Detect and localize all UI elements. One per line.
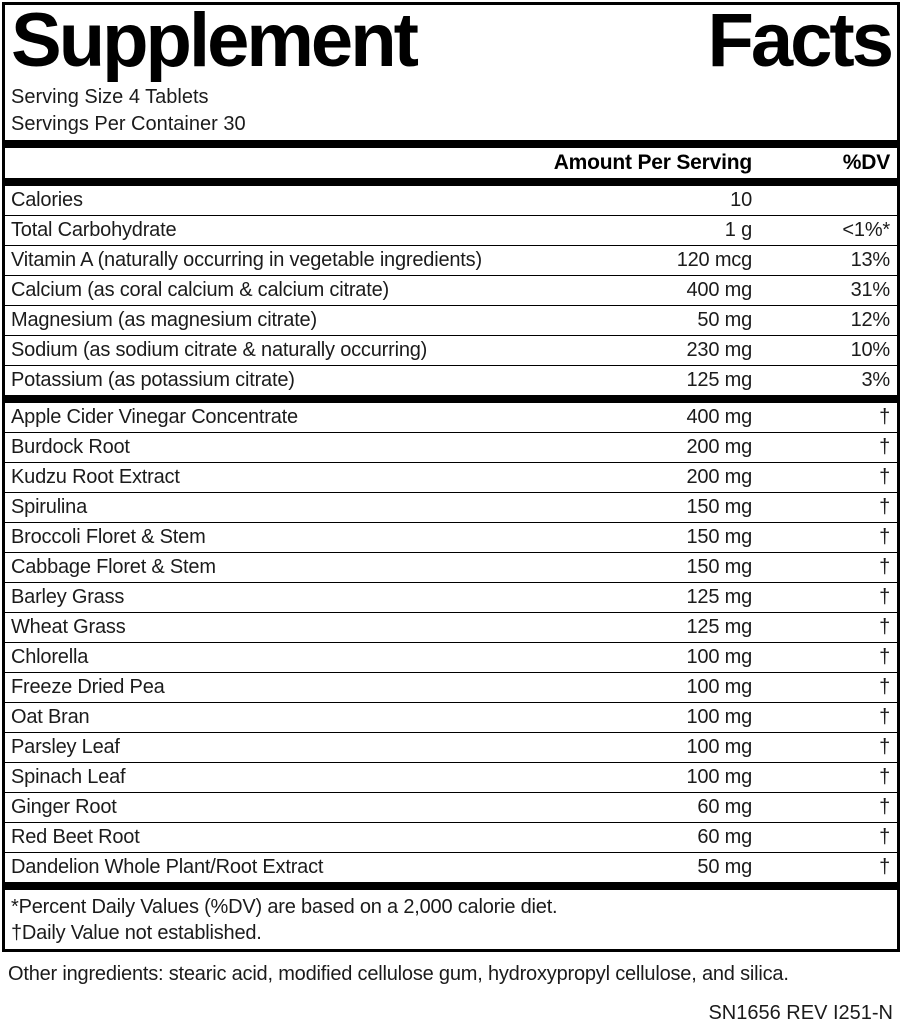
row-dv: †	[879, 796, 890, 819]
row-ingredient-name: Oat Bran	[11, 706, 90, 729]
product-code: SN1656 REV I251-N	[708, 1002, 893, 1024]
row-dv: †	[879, 736, 890, 759]
row-ingredient-name: Dandelion Whole Plant/Root Extract	[11, 856, 324, 879]
table-row	[5, 463, 897, 493]
label-title	[5, 0, 897, 83]
row-dv: †	[879, 706, 890, 729]
row-dv: †	[879, 406, 890, 429]
botanicals-section	[5, 403, 897, 882]
table-row	[5, 763, 897, 793]
table-row	[5, 433, 897, 463]
table-row	[5, 276, 897, 306]
row-dv: †	[879, 496, 890, 519]
row-dv: 13%	[850, 249, 890, 272]
amount-per-serving-header: Amount Per Serving	[553, 151, 752, 175]
row-ingredient-name: Apple Cider Vinegar Concentrate	[11, 406, 298, 429]
table-row	[5, 336, 897, 366]
table-row	[5, 733, 897, 763]
row-dv: 3%	[861, 369, 890, 392]
title-word-supplement: Supplement	[11, 0, 416, 83]
row-ingredient-name: Freeze Dried Pea	[11, 676, 165, 699]
row-amount: 150 mg	[686, 556, 752, 579]
table-row	[5, 523, 897, 553]
row-amount: 125 mg	[686, 369, 752, 392]
row-ingredient-name: Chlorella	[11, 646, 89, 669]
row-dv: 10%	[850, 339, 890, 362]
row-dv: †	[879, 826, 890, 849]
row-amount: 200 mg	[686, 436, 752, 459]
row-amount: 1 g	[724, 219, 752, 242]
row-ingredient-name: Ginger Root	[11, 796, 117, 819]
row-amount: 60 mg	[697, 796, 752, 819]
row-ingredient-name: Potassium (as potassium citrate)	[11, 369, 295, 392]
table-row	[5, 643, 897, 673]
row-ingredient-name: Magnesium (as magnesium citrate)	[11, 309, 317, 332]
row-amount: 150 mg	[686, 526, 752, 549]
servings-per-container-text: Servings Per Container 30	[11, 113, 246, 136]
thick-divider-bar	[5, 140, 897, 148]
row-amount: 200 mg	[686, 466, 752, 489]
percent-dv-header: %DV	[842, 151, 890, 175]
row-amount: 230 mg	[686, 339, 752, 362]
table-row	[5, 493, 897, 523]
row-ingredient-name: Cabbage Floret & Stem	[11, 556, 216, 579]
row-amount: 150 mg	[686, 496, 752, 519]
row-ingredient-name: Parsley Leaf	[11, 736, 120, 759]
table-row	[5, 823, 897, 853]
table-row	[5, 793, 897, 823]
row-amount: 400 mg	[686, 406, 752, 429]
thick-divider-bar	[5, 395, 897, 403]
row-dv: †	[879, 466, 890, 489]
table-row	[5, 216, 897, 246]
row-ingredient-name: Spinach Leaf	[11, 766, 126, 789]
row-dv: †	[879, 526, 890, 549]
row-ingredient-name: Wheat Grass	[11, 616, 126, 639]
footnotes	[5, 890, 897, 949]
row-dv: †	[879, 856, 890, 879]
row-amount: 100 mg	[686, 766, 752, 789]
row-ingredient-name: Spirulina	[11, 496, 88, 519]
row-amount: 125 mg	[686, 616, 752, 639]
row-amount: 400 mg	[686, 279, 752, 302]
thick-divider-bar	[5, 178, 897, 186]
row-ingredient-name: Total Carbohydrate	[11, 219, 177, 242]
row-amount: 125 mg	[686, 586, 752, 609]
row-ingredient-name: Sodium (as sodium citrate & naturally occurring)	[11, 339, 428, 362]
table-row	[5, 186, 897, 216]
row-dv: 31%	[850, 279, 890, 302]
serving-info	[5, 77, 897, 140]
row-dv: †	[879, 556, 890, 579]
row-dv: †	[879, 676, 890, 699]
row-amount: 100 mg	[686, 706, 752, 729]
thick-divider-bar	[5, 882, 897, 890]
row-amount: 50 mg	[697, 309, 752, 332]
row-ingredient-name: Barley Grass	[11, 586, 125, 609]
row-amount: 100 mg	[686, 736, 752, 759]
row-dv: †	[879, 646, 890, 669]
table-row	[5, 613, 897, 643]
table-row	[5, 246, 897, 276]
footnote-percent-dv: *Percent Daily Values (%DV) are based on a 2,000 calorie diet.	[11, 896, 558, 919]
column-header-row	[5, 148, 897, 178]
row-dv: 12%	[850, 309, 890, 332]
label-box	[2, 2, 900, 952]
row-ingredient-name: Burdock Root	[11, 436, 130, 459]
nutrients-section	[5, 186, 897, 395]
other-ingredients-text: Other ingredients: stearic acid, modified cellulose gum, hydroxypropyl cellulose, and silica.	[8, 963, 789, 986]
row-amount: 100 mg	[686, 646, 752, 669]
table-row	[5, 366, 897, 395]
row-amount: 60 mg	[697, 826, 752, 849]
table-row	[5, 853, 897, 882]
row-amount: 120 mcg	[676, 249, 752, 272]
row-ingredient-name: Red Beet Root	[11, 826, 140, 849]
footnote-daily-value: †Daily Value not established.	[11, 922, 262, 945]
row-dv: †	[879, 436, 890, 459]
table-row	[5, 583, 897, 613]
table-row	[5, 553, 897, 583]
row-amount: 50 mg	[697, 856, 752, 879]
table-row	[5, 403, 897, 433]
row-ingredient-name: Vitamin A (naturally occurring in vegetable ingredients)	[11, 249, 482, 272]
row-amount: 100 mg	[686, 676, 752, 699]
table-row	[5, 306, 897, 336]
row-ingredient-name: Broccoli Floret & Stem	[11, 526, 206, 549]
row-dv: †	[879, 586, 890, 609]
title-word-facts: Facts	[707, 0, 891, 83]
row-dv: †	[879, 616, 890, 639]
serving-size-text: Serving Size 4 Tablets	[11, 86, 209, 109]
row-dv: †	[879, 766, 890, 789]
row-ingredient-name: Kudzu Root Extract	[11, 466, 180, 489]
table-row	[5, 703, 897, 733]
table-row	[5, 673, 897, 703]
row-ingredient-name: Calcium (as coral calcium & calcium citrate)	[11, 279, 389, 302]
row-amount: 10	[730, 189, 752, 212]
row-ingredient-name: Calories	[11, 189, 83, 212]
row-dv: <1%*	[842, 219, 890, 242]
